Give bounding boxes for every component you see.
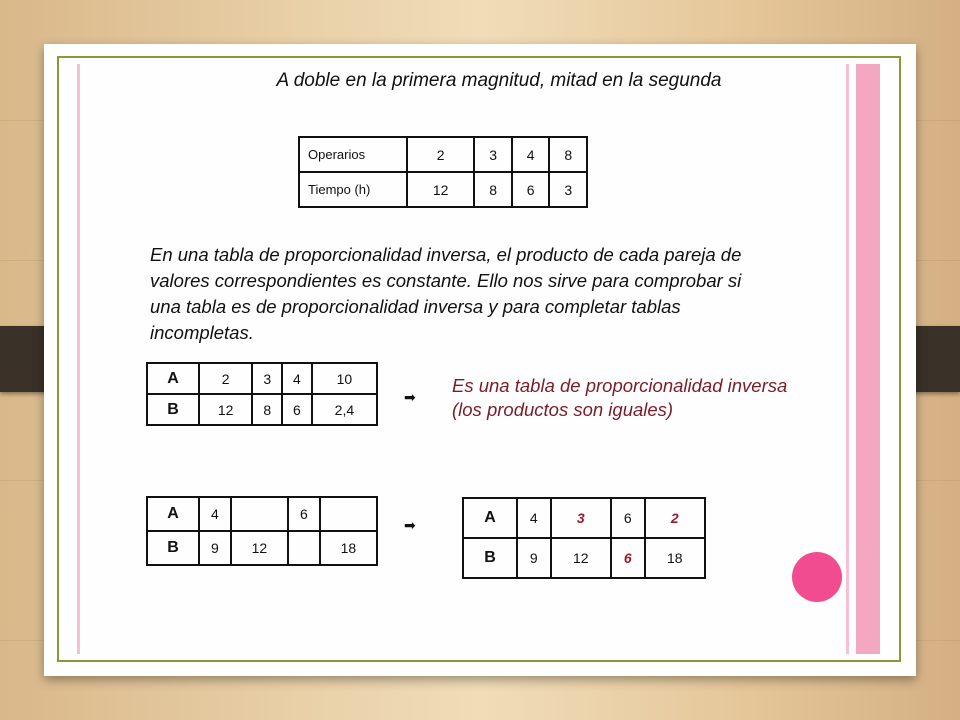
table-cell-computed: 3 bbox=[551, 498, 611, 538]
table-cell: 12 bbox=[231, 531, 288, 565]
table-row bbox=[299, 137, 587, 172]
table-cell bbox=[231, 497, 288, 531]
table-cell: 8 bbox=[474, 172, 512, 207]
table-cell: 10 bbox=[312, 363, 377, 394]
table-cell-computed: 2 bbox=[645, 498, 705, 538]
table-row bbox=[147, 497, 377, 531]
table-cell: 6 bbox=[611, 498, 645, 538]
row-label: A bbox=[463, 498, 517, 538]
slide-title: A doble en la primera magnitud, mitad en la segunda bbox=[276, 70, 722, 91]
right-arrow-icon: ➡ bbox=[404, 389, 416, 405]
explanation-paragraph: En una tabla de proporcionalidad inversa, el producto de cada pareja de valores correspondientes es constante. Ello nos sirve para comprobar si una tabla es de proporcionalidad inversa y para completar tablas incompletas. bbox=[150, 244, 742, 343]
table-cell bbox=[288, 531, 320, 565]
result-note bbox=[452, 374, 872, 422]
pink-rule-left bbox=[77, 64, 80, 654]
row-label: Operarios bbox=[299, 137, 407, 172]
pink-stripe-right bbox=[856, 64, 880, 654]
table-row bbox=[463, 538, 705, 578]
table-cell: 18 bbox=[320, 531, 377, 565]
table-cell: 8 bbox=[549, 137, 587, 172]
table-cell: 18 bbox=[645, 538, 705, 578]
row-label: B bbox=[147, 531, 199, 565]
table-cell: 6 bbox=[282, 394, 312, 425]
pink-rule-right-thin bbox=[846, 64, 849, 654]
table-cell: 2 bbox=[199, 363, 252, 394]
row-label: A bbox=[147, 497, 199, 531]
table-cell: 12 bbox=[551, 538, 611, 578]
row-label: B bbox=[147, 394, 199, 425]
table-cell: 6 bbox=[288, 497, 320, 531]
table-ab-completed bbox=[462, 497, 706, 579]
row-label: B bbox=[463, 538, 517, 578]
table-cell: 12 bbox=[199, 394, 252, 425]
table-row bbox=[147, 363, 377, 394]
table-operarios-tiempo bbox=[298, 136, 588, 208]
table-cell: 6 bbox=[512, 172, 550, 207]
table-cell: 3 bbox=[474, 137, 512, 172]
table-row bbox=[299, 172, 587, 207]
table-row bbox=[463, 498, 705, 538]
table-cell: 12 bbox=[407, 172, 474, 207]
table-cell: 3 bbox=[549, 172, 587, 207]
table-cell: 8 bbox=[252, 394, 282, 425]
table-ab-check bbox=[146, 362, 378, 426]
table-row bbox=[147, 394, 377, 425]
table-cell: 2 bbox=[407, 137, 474, 172]
table-cell: 9 bbox=[199, 531, 231, 565]
table-cell: 9 bbox=[517, 538, 551, 578]
table-cell: 4 bbox=[282, 363, 312, 394]
table-cell: 2,4 bbox=[312, 394, 377, 425]
table-cell: 4 bbox=[512, 137, 550, 172]
pink-dot-decoration bbox=[792, 552, 842, 602]
table-cell: 3 bbox=[252, 363, 282, 394]
result-note-line1: Es una tabla de proporcionalidad inversa bbox=[452, 375, 788, 396]
table-cell-computed: 6 bbox=[611, 538, 645, 578]
row-label: Tiempo (h) bbox=[299, 172, 407, 207]
table-cell: 4 bbox=[517, 498, 551, 538]
row-label: A bbox=[147, 363, 199, 394]
table-ab-incomplete bbox=[146, 496, 378, 566]
slide-paper bbox=[44, 44, 916, 676]
table-cell bbox=[320, 497, 377, 531]
right-arrow-icon: ➡ bbox=[404, 517, 416, 533]
table-row bbox=[147, 531, 377, 565]
result-note-line2: (los productos son iguales) bbox=[452, 399, 674, 420]
table-cell: 4 bbox=[199, 497, 231, 531]
